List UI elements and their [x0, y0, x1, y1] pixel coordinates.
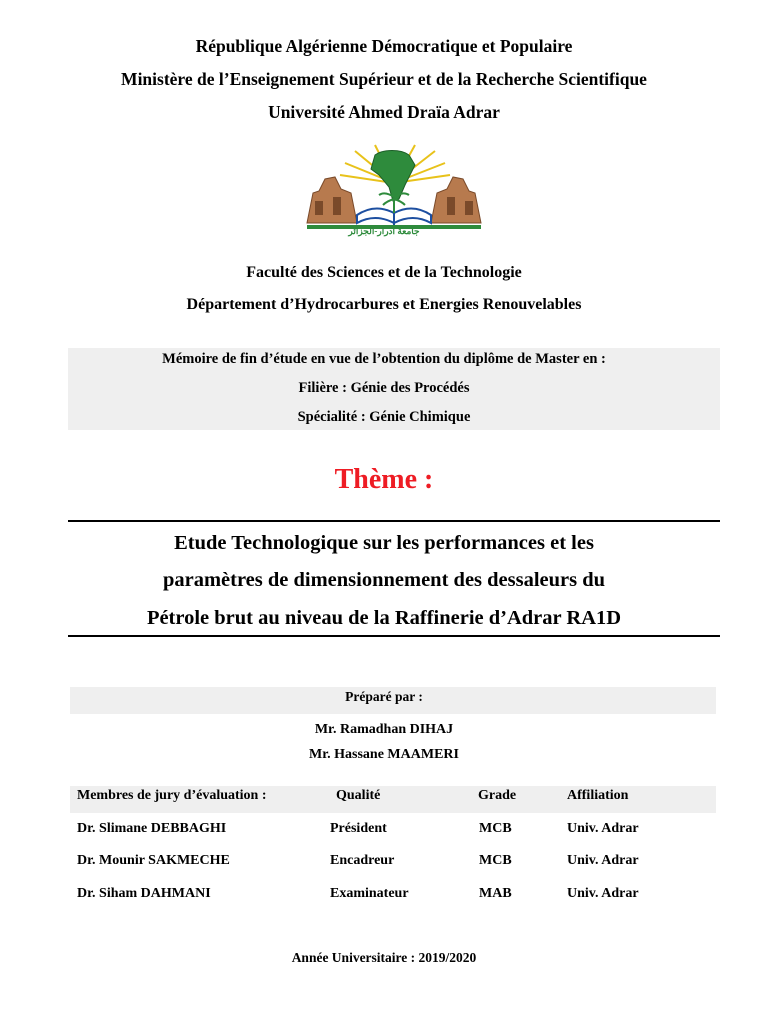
filiere-line: Filière : Génie des Procédés — [298, 380, 470, 396]
jury-row-name: Dr. Siham DAHMANI — [77, 886, 211, 901]
jury-row-name: Dr. Slimane DEBBAGHI — [77, 821, 227, 836]
title-line-1: Etude Technologique sur les performances et les — [174, 532, 594, 554]
title-bottom-rule — [68, 635, 720, 637]
header-university: Université Ahmed Draïa Adrar — [268, 102, 500, 122]
jury-header-affiliation: Affiliation — [567, 788, 629, 803]
memoire-line: Mémoire de fin d’étude en vue de l’obtention du diplôme de Master en : — [162, 351, 606, 367]
author-2: Mr. Hassane MAAMERI — [309, 747, 459, 762]
jury-row-grade: MCB — [479, 853, 512, 868]
department-name: Département d’Hydrocarbures et Energies Renouvelables — [186, 296, 582, 313]
jury-row-affiliation: Univ. Adrar — [567, 821, 639, 836]
title-top-rule — [68, 520, 720, 522]
theme-label: Thème : — [334, 464, 434, 495]
prepared-label: Préparé par : — [345, 689, 423, 704]
author-1: Mr. Ramadhan DIHAJ — [314, 722, 454, 737]
header-republic: République Algérienne Démocratique et Populaire — [195, 36, 573, 56]
title-line-3: Pétrole brut au niveau de la Raffinerie d’Adrar RA1D — [146, 607, 622, 629]
header-ministry: Ministère de l’Enseignement Supérieur et de la Recherche Scientifique — [121, 69, 647, 89]
jury-row-grade: MAB — [479, 886, 512, 901]
jury-row-affiliation: Univ. Adrar — [567, 853, 639, 868]
jury-row-grade: MCB — [479, 821, 512, 836]
jury-row-qualite: Président — [330, 821, 387, 836]
academic-year: Année Universitaire : 2019/2020 — [291, 950, 477, 965]
jury-header-grade: Grade — [478, 788, 517, 803]
jury-row-qualite: Encadreur — [330, 853, 395, 868]
jury-header-members: Membres de jury d’évaluation : — [77, 788, 267, 803]
faculty-name: Faculté des Sciences et de la Technologie — [246, 264, 522, 281]
jury-row-name: Dr. Mounir SAKMECHE — [77, 853, 230, 868]
jury-row-qualite: Examinateur — [330, 886, 409, 901]
jury-header-qualite: Qualité — [336, 788, 381, 803]
title-line-2: paramètres de dimensionnement des dessaleurs du — [162, 569, 606, 591]
specialite-line: Spécialité : Génie Chimique — [297, 409, 471, 425]
jury-row-affiliation: Univ. Adrar — [567, 886, 639, 901]
logo-caption: جامعة أدرار-الجزائر — [348, 226, 420, 236]
